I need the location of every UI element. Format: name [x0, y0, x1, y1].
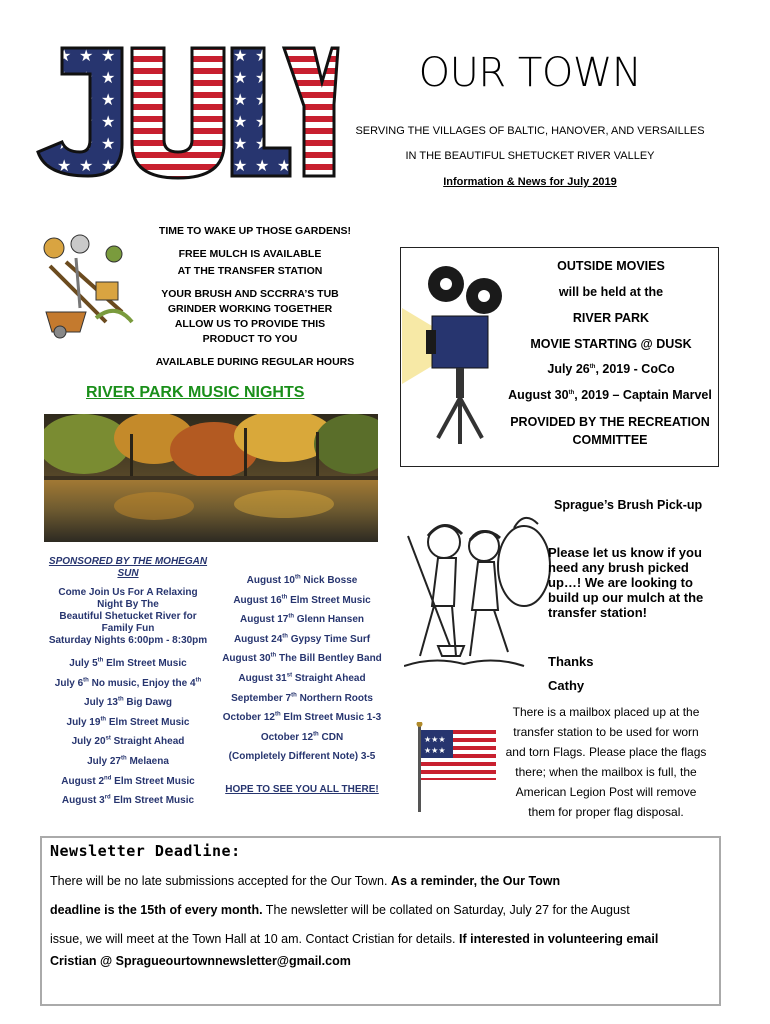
schedule-item: July 6th No music, Enjoy the 4th	[54, 677, 202, 689]
brush-line: build up our mulch at the	[548, 590, 704, 605]
movie-date-2: August 30th, 2019 – Captain Marvel	[508, 388, 712, 402]
kids-raking-illustration	[404, 506, 552, 674]
deadline-line: There will be no late submissions accepted for the Our Town. As a reminder, the Our Town	[50, 874, 561, 888]
svg-text:★★★: ★★★	[424, 746, 446, 755]
subtitle-valley: IN THE BEAUTIFUL SHETUCKET RIVER VALLEY	[405, 150, 655, 162]
flag-line: and torn Flags. Please place the flags	[505, 745, 707, 759]
schedule-item: August 31st Straight Ahead	[238, 672, 366, 684]
movies-line: will be held at the	[558, 285, 664, 299]
deadline-box	[40, 836, 721, 1006]
schedule-item: September 7th Northern Roots	[231, 692, 373, 704]
deadline-contact: Cristian @ Spragueourtownnewsletter@gmail.com	[50, 954, 351, 968]
garden-line: ALLOW US TO PROVIDE THIS	[174, 318, 326, 330]
gardening-tools-icon	[36, 232, 136, 342]
brush-line: transfer station!	[548, 605, 647, 620]
movies-line: PROVIDED BY THE RECREATION	[510, 415, 710, 429]
schedule-item: July 13th Big Dawg	[84, 696, 172, 709]
movies-line: RIVER PARK	[572, 311, 650, 325]
movies-line: MOVIE STARTING @ DUSK	[530, 337, 692, 351]
schedule-item: August 16th Elm Street Music	[233, 594, 371, 606]
garden-heading: TIME TO WAKE UP THOSE GARDENS!	[158, 225, 352, 237]
deadline-title: Newsletter Deadline:	[50, 842, 241, 860]
movies-heading: OUTSIDE MOVIES	[557, 259, 665, 273]
flag-line: transfer station to be used for worn	[513, 725, 699, 739]
schedule-item: October 12th CDN	[260, 731, 344, 743]
schedule-item: August 17th Glenn Hansen	[239, 613, 365, 626]
deadline-line: deadline is the 15th of every month. The newsletter will be collated on Saturday, July 27 for the August	[50, 903, 630, 917]
flag-line: there; when the mailbox is full, the	[515, 765, 697, 779]
schedule-item: October 12th Elm Street Music 1-3	[222, 711, 382, 724]
intro-line: Come Join Us For A Relaxing	[58, 587, 198, 598]
issue-info: Information & News for July 2019	[443, 176, 617, 188]
july-logo	[32, 44, 340, 184]
sponsor-line: SUN	[117, 568, 139, 579]
projector-icon	[402, 258, 512, 448]
schedule-item: July 27th Melaena	[87, 755, 169, 767]
schedule-item: July 19th Elm Street Music	[66, 716, 190, 728]
sponsor-line: SPONSORED BY THE MOHEGAN	[48, 556, 208, 567]
movie-date-1: July 26th, 2019 - CoCo	[547, 362, 675, 376]
flag-line: There is a mailbox placed up at the	[512, 705, 700, 719]
svg-text:★★★: ★★★	[424, 735, 446, 744]
schedule-item: August 30th The Bill Bentley Band	[222, 653, 382, 665]
flag-line: them for proper flag disposal.	[528, 805, 684, 819]
schedule-item: August 24th Gypsy Time Surf	[233, 633, 371, 645]
garden-line: AVAILABLE DURING REGULAR HOURS	[155, 356, 355, 368]
page-title: OUR TOWN	[418, 50, 642, 96]
intro-line: Saturday Nights 6:00pm - 8:30pm	[48, 635, 208, 646]
subtitle-villages: SERVING THE VILLAGES OF BALTIC, HANOVER, AND VERSAILLES	[355, 125, 705, 137]
garden-line: PRODUCT TO YOU	[202, 333, 298, 345]
garden-line: FREE MULCH IS AVAILABLE	[178, 248, 322, 260]
schedule-item: August 3rd Elm Street Music	[61, 794, 195, 807]
brush-signature: Cathy	[548, 678, 585, 693]
intro-line: Beautiful Shetucket River for	[59, 611, 197, 622]
schedule-item: August 10th Nick Bosse	[246, 574, 358, 586]
closing-line: HOPE TO SEE YOU ALL THERE!	[225, 784, 379, 795]
brush-line: need any brush picked	[548, 560, 689, 575]
schedule-item: July 20st Straight Ahead	[71, 736, 185, 748]
brush-line: Please let us know if you	[548, 545, 702, 560]
schedule-item: July 5th Elm Street Music	[69, 657, 187, 669]
garden-line: AT THE TRANSFER STATION	[177, 265, 323, 277]
schedule-item: August 2nd Elm Street Music	[61, 775, 195, 787]
brush-heading: Sprague’s Brush Pick-up	[554, 498, 703, 512]
garden-line: YOUR BRUSH AND SCCRRA’S TUB	[161, 288, 339, 300]
brush-thanks: Thanks	[548, 654, 594, 669]
garden-line: GRINDER WORKING TOGETHER	[167, 303, 333, 315]
brush-line: up…! We are looking to	[548, 575, 693, 590]
american-flag-icon	[414, 722, 496, 812]
flag-line: American Legion Post will remove	[515, 785, 697, 799]
schedule-item: (Completely Different Note) 3-5	[228, 751, 376, 763]
intro-line: Night By The	[97, 599, 159, 610]
river-photo	[44, 414, 378, 542]
intro-line: Family Fun	[101, 623, 155, 634]
deadline-line: issue, we will meet at the Town Hall at 10 am. Contact Cristian for details. If interested in volunteering email	[50, 932, 659, 946]
music-heading: RIVER PARK MUSIC NIGHTS	[86, 384, 305, 401]
movies-line: COMMITTEE	[572, 433, 648, 447]
